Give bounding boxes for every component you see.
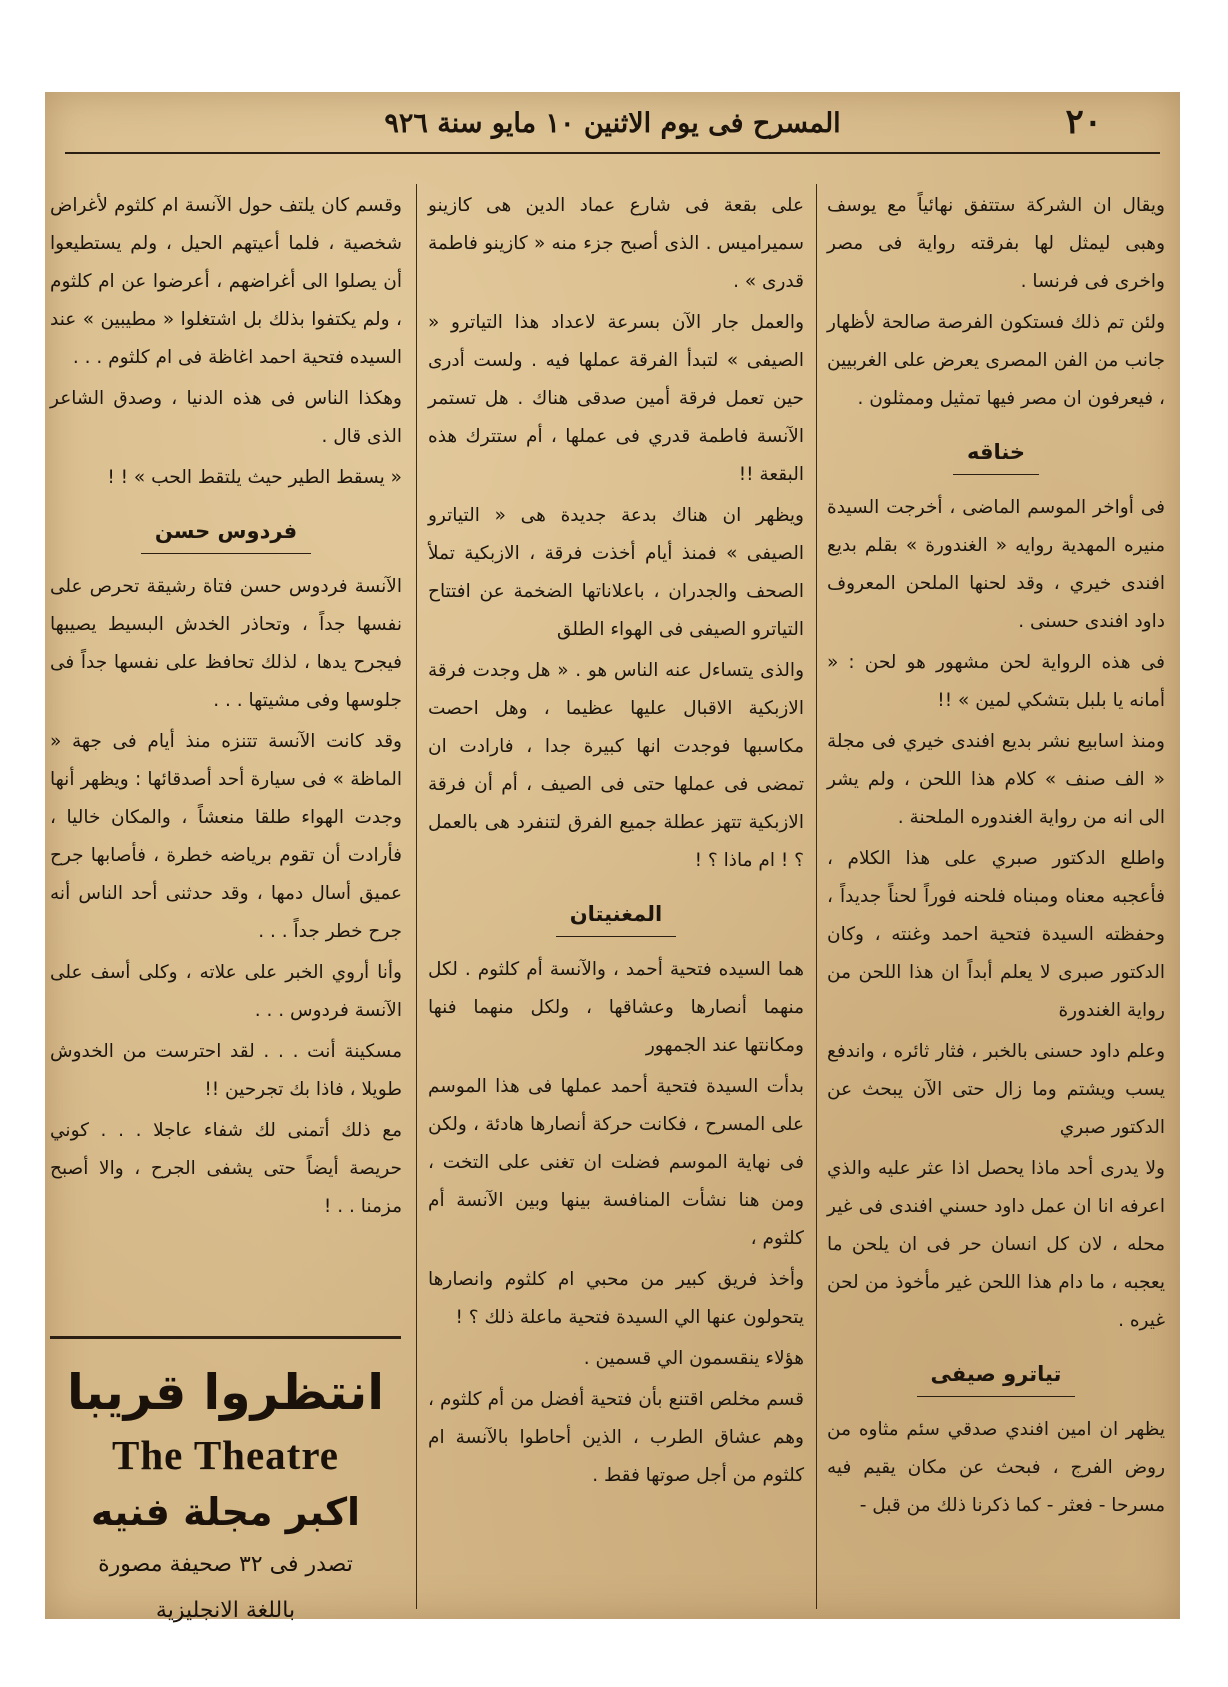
paragraph: ولئن تم ذلك فستكون الفرصة صالحة لأظهار جانب من الفن المصرى يعرض على الغربيين ، فيعرفون ان مصر فيها تمثيل وممثلون . — [827, 312, 1165, 409]
section-heading — [428, 898, 804, 937]
paragraph: واطلع الدكتور صبري على هذا الكلام ، فأعجبه معناه ومبناه فلحنه فوراً لحناً جديداً ، وحفظته السيدة فتحية احمد وغنته ، وكان الدكتور صبرى لا يعلم أبداً ان هذا اللحن من رواية الغندورة — [827, 848, 1165, 1021]
section-heading-text: فردوس حسن — [141, 515, 311, 554]
paragraph: قسم مخلص اقتنع بأن فتحية أفضل من أم كلثوم ، وهم عشاق الطرب ، الذين أحاطوا بالآنسة ام كلثوم من أجل صوتها فقط . — [428, 1389, 804, 1486]
section-heading — [50, 515, 402, 554]
paragraph: وقسم كان يلتف حول الآنسة ام كلثوم لأغراض شخصية ، فلما أعيتهم الحيل ، ولم يستطيعوا أن يصلوا الى أغراضهم ، أعرضوا عن ام كلثوم ، ولم يكتفوا بذلك بل اشتغلوا « مطيبين » عند السيده فتحية احمد اغاظة فى ام كلثوم . . . — [50, 195, 402, 368]
paragraph: والذى يتساءل عنه الناس هو . « هل وجدت فرقة الازبكية الاقبال عليها عظيما ، وهل احصت مكاسبها فوجدت انها كبيرة جدا ، فارادت ان تمضى فى عملها حتى فى الصيف ، أم أن فرقة الازبكية تتهز عطلة جميع الفرق لتنفرد هى بالعمل ؟ ! ام ماذا ؟ ! — [428, 660, 804, 871]
ad-divider-rule — [50, 1336, 401, 1339]
advertisement-box — [50, 1346, 401, 1634]
ad-language-line: باللغة الانجليزية — [155, 1598, 296, 1623]
header-rule — [65, 152, 1160, 154]
column-divider-left — [416, 184, 417, 1609]
section-heading-text: خناقه — [953, 436, 1039, 475]
paragraph: ويقال ان الشركة ستتفق نهائياً مع يوسف وهبى ليمثل لها بفرقته رواية فى مصر واخرى فى فرنسا . — [827, 195, 1165, 292]
section-heading-text: تياترو صيفى — [917, 1358, 1076, 1397]
paragraph: وأخذ فريق كبير من محبي ام كلثوم وانصارها يتحولون عنها الي السيدة فتحية ماعلة ذلك ؟ ! — [428, 1269, 804, 1328]
page-header-title: المسرح فى يوم الاثنين ١٠ مايو سنة ٩٢٦ — [384, 108, 841, 139]
column-divider-right — [816, 184, 817, 1609]
paragraph: ويظهر ان هناك بدعة جديدة هى « التياترو الصيفى » فمنذ أيام أخذت فرقة ، الازبكية تملأ الصحف والجدران ، باعلاناتها الضخمة عن افتتاح التياترو الصيفى فى الهواء الطلق — [428, 505, 804, 640]
quote-line: « يسقط الطير حيث يلتقط الحب » ! ! — [107, 467, 402, 488]
paragraph: وأنا أروي الخبر على علاته ، وكلى أسف على الآنسة فردوس . . . — [50, 962, 402, 1021]
paragraph: هؤلاء ينقسمون الي قسمين . — [583, 1348, 804, 1369]
ad-magazine-name: The Theatre — [111, 1432, 339, 1478]
paragraph: بدأت السيدة فتحية أحمد عملها فى هذا الموسم على المسرح ، فكانت حركة أنصارها هادئة ، ولكن فى نهاية الموسم فضلت ان تغنى على التخت ، ومن هنا نشأت المنافسة بينها وبين الآنسة أم كلثوم ، — [428, 1076, 804, 1249]
paragraph: فى هذه الرواية لحن مشهور هو لحن : « أمانه يا بلبل بتشكي لمين » !! — [827, 652, 1165, 711]
ad-details-line: تصدر فى ٣٢ صحيفة مصورة — [98, 1552, 353, 1577]
paragraph: وعلم داود حسنى بالخبر ، فثار ثائره ، واندفع يسب ويشتم وما زال حتى الآن يبحث عن الدكتور صبري — [827, 1041, 1165, 1138]
paragraph: وهكذا الناس فى هذه الدنيا ، وصدق الشاعر الذى قال . — [50, 388, 402, 447]
article-column-middle — [428, 187, 804, 1498]
paragraph: والعمل جار الآن بسرعة لاعداد هذا التياترو « الصيفى » لتبدأ الفرقة عملها فيه . ولست أدرى حين تعمل فرقة أمين صدقى هناك . هل تستمر الآنسة فاطمة قدري فى عملها ، أم ستترك هذه البقعة !! — [428, 312, 804, 485]
section-heading — [827, 1358, 1165, 1397]
paragraph: فى أواخر الموسم الماضى ، أخرجت السيدة منيره المهدية روايه « الغندورة » بقلم بديع افندى خيري ، وقد لحنها الملحن المعروف داود افندى حسنى . — [827, 497, 1165, 632]
paragraph: مع ذلك أتمنى لك شفاء عاجلا . . . كوني حريصة أيضاً حتى يشفى الجرح ، والا أصبح مزمنا . . ! — [50, 1120, 402, 1217]
ad-headline: انتظروا قريبا — [66, 1364, 385, 1421]
article-column-left — [50, 187, 402, 1229]
section-heading-text: المغنيتان — [556, 898, 677, 937]
newspaper-page — [45, 92, 1180, 1623]
ad-tagline: اكبر مجلة فنيه — [90, 1490, 361, 1534]
paragraph: وقد كانت الآنسة تتنزه منذ أيام فى جهة « الماظة » فى سيارة أحد أصدقائها : ويظهر أنها وجدت الهواء طلقا منعشاً ، والمكان خاليا ، فأرادت أن تقوم برياضه خطرة ، فأصابها جرح عميق أسال دمها ، وقد حدثنى أحد الناس أنه جرح خطر جداً . . . — [50, 731, 402, 942]
paragraph: ولا يدرى أحد ماذا يحصل اذا عثر عليه والذي اعرفه انا ان عمل داود حسني افندى فى غير محله ، لان كل انسان حر فى ان يلحن ما يعجبه ، ما دام هذا اللحن غير مأخوذ من لحن غيره . — [827, 1158, 1165, 1331]
page-number: ٢٠ — [1065, 102, 1102, 142]
paragraph: ومنذ اسابيع نشر بديع افندى خيري فى مجلة « الف صنف » كلام هذا اللحن ، ولم يشر الى انه من رواية الغندوره الملحنة . — [827, 731, 1165, 828]
article-column-right — [827, 187, 1165, 1528]
section-heading — [827, 436, 1165, 475]
paragraph: على بقعة فى شارع عماد الدين هى كازينو سميراميس . الذى أصبح جزء منه « كازينو فاطمة قدرى » . — [428, 195, 804, 292]
paragraph: مسكينة أنت . . . لقد احترست من الخدوش طويلا ، فاذا بك تجرحين !! — [50, 1041, 402, 1100]
paragraph: يظهر ان امين افندي صدقي سئم مثاوه من روض الفرج ، فبحث عن مكان يقيم فيه مسرحا - فعثر - كما ذكرنا ذلك من قبل - — [827, 1419, 1165, 1516]
paragraph: هما السيده فتحية أحمد ، والآنسة أم كلثوم . لكل منهما أنصارها وعشاقها ، ولكل منهما فنها ومكانتها عند الجمهور — [428, 959, 804, 1056]
paragraph: الآنسة فردوس حسن فتاة رشيقة تحرص على نفسها جداً ، وتحاذر الخدش البسيط يصيبها فيجرح يدها ، لذلك تحافظ على نفسها جداً فى جلوسها وفى مشيتها . . . — [50, 576, 402, 711]
